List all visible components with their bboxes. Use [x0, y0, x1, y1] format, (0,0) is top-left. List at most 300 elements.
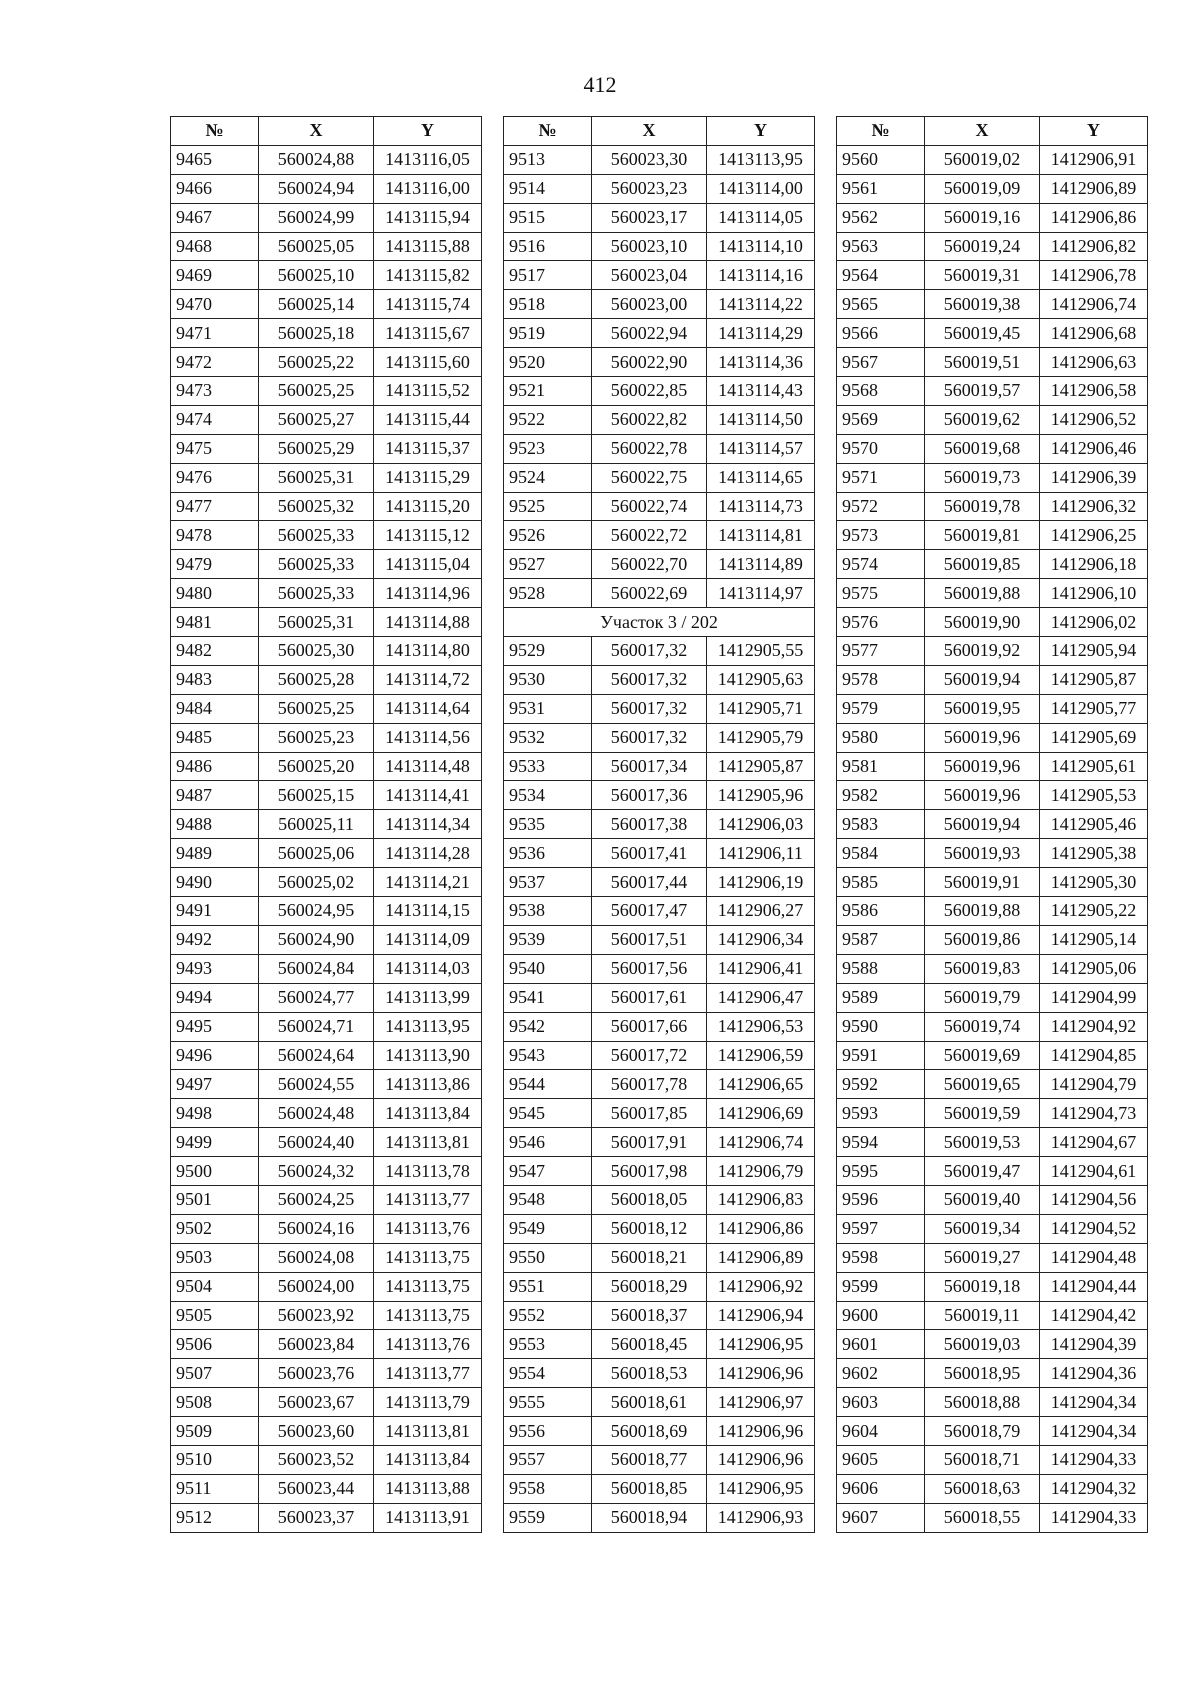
y-coordinate-cell: 1412906,96 — [707, 1359, 815, 1388]
point-number-cell: 9493 — [171, 954, 259, 983]
x-coordinate-cell: 560024,00 — [259, 1272, 374, 1301]
x-coordinate-cell: 560024,64 — [259, 1041, 374, 1070]
y-coordinate-cell: 1412906,82 — [1040, 232, 1148, 261]
x-coordinate-cell: 560023,37 — [259, 1503, 374, 1532]
table-row — [504, 897, 815, 926]
x-coordinate-cell: 560024,84 — [259, 954, 374, 983]
table-row — [171, 897, 482, 926]
table-row — [504, 145, 815, 174]
x-coordinate-cell: 560017,61 — [592, 983, 707, 1012]
table-row — [837, 1417, 1148, 1446]
point-number-cell: 9542 — [504, 1012, 592, 1041]
table-row — [504, 261, 815, 290]
x-coordinate-cell: 560019,90 — [925, 608, 1040, 637]
y-coordinate-cell: 1412904,33 — [1040, 1503, 1148, 1532]
table-row — [837, 723, 1148, 752]
table-row — [504, 174, 815, 203]
x-coordinate-cell: 560017,44 — [592, 868, 707, 897]
y-coordinate-cell: 1412906,63 — [1040, 348, 1148, 377]
x-coordinate-cell: 560018,79 — [925, 1417, 1040, 1446]
x-coordinate-cell: 560019,34 — [925, 1214, 1040, 1243]
x-coordinate-cell: 560017,32 — [592, 723, 707, 752]
point-number-cell: 9483 — [171, 665, 259, 694]
y-coordinate-cell: 1413115,29 — [374, 463, 482, 492]
point-number-cell: 9561 — [837, 174, 925, 203]
y-coordinate-cell: 1412905,30 — [1040, 868, 1148, 897]
table-row — [837, 434, 1148, 463]
x-coordinate-cell: 560018,77 — [592, 1445, 707, 1474]
table-row — [171, 1388, 482, 1417]
point-number-cell: 9602 — [837, 1359, 925, 1388]
table-row — [171, 1503, 482, 1532]
point-number-cell: 9530 — [504, 665, 592, 694]
point-number-cell: 9565 — [837, 290, 925, 319]
y-coordinate-cell: 1412905,46 — [1040, 810, 1148, 839]
x-coordinate-cell: 560024,99 — [259, 203, 374, 232]
point-number-cell: 9499 — [171, 1128, 259, 1157]
y-coordinate-cell: 1413114,48 — [374, 752, 482, 781]
x-coordinate-cell: 560025,31 — [259, 463, 374, 492]
x-coordinate-cell: 560024,90 — [259, 925, 374, 954]
y-coordinate-cell: 1412904,99 — [1040, 983, 1148, 1012]
table-row — [171, 492, 482, 521]
x-coordinate-cell: 560019,94 — [925, 665, 1040, 694]
x-coordinate-cell: 560024,95 — [259, 897, 374, 926]
table-row — [504, 463, 815, 492]
table-row — [171, 434, 482, 463]
y-coordinate-cell: 1412905,96 — [707, 781, 815, 810]
y-coordinate-cell: 1413114,00 — [707, 174, 815, 203]
table-row — [837, 261, 1148, 290]
point-number-cell: 9563 — [837, 232, 925, 261]
y-coordinate-cell: 1412906,03 — [707, 810, 815, 839]
point-number-cell: 9586 — [837, 897, 925, 926]
coordinates-table-right — [836, 116, 1148, 1533]
table-row — [504, 1445, 815, 1474]
table-row — [837, 1214, 1148, 1243]
x-coordinate-cell: 560023,92 — [259, 1301, 374, 1330]
x-coordinate-cell: 560017,78 — [592, 1070, 707, 1099]
point-number-cell: 9509 — [171, 1417, 259, 1446]
x-coordinate-cell: 560019,68 — [925, 434, 1040, 463]
y-coordinate-cell: 1412904,79 — [1040, 1070, 1148, 1099]
point-number-cell: 9485 — [171, 723, 259, 752]
table-row — [171, 1301, 482, 1330]
table-row — [504, 1214, 815, 1243]
point-number-cell: 9566 — [837, 319, 925, 348]
table-row — [171, 377, 482, 406]
x-coordinate-cell: 560019,74 — [925, 1012, 1040, 1041]
x-coordinate-cell: 560018,12 — [592, 1214, 707, 1243]
point-number-cell: 9580 — [837, 723, 925, 752]
x-coordinate-cell: 560025,23 — [259, 723, 374, 752]
table-row — [171, 348, 482, 377]
point-number-cell: 9486 — [171, 752, 259, 781]
x-coordinate-cell: 560025,02 — [259, 868, 374, 897]
point-number-cell: 9503 — [171, 1243, 259, 1272]
point-number-cell: 9569 — [837, 405, 925, 434]
y-coordinate-cell: 1412905,06 — [1040, 954, 1148, 983]
x-coordinate-cell: 560022,94 — [592, 319, 707, 348]
point-number-cell: 9589 — [837, 983, 925, 1012]
point-number-cell: 9529 — [504, 637, 592, 666]
x-coordinate-cell: 560019,88 — [925, 897, 1040, 926]
x-coordinate-cell: 560017,85 — [592, 1099, 707, 1128]
table-row — [837, 810, 1148, 839]
point-number-cell: 9577 — [837, 637, 925, 666]
point-number-cell: 9585 — [837, 868, 925, 897]
table-row — [171, 319, 482, 348]
table-row — [171, 781, 482, 810]
x-coordinate-cell: 560018,95 — [925, 1359, 1040, 1388]
point-number-cell: 9545 — [504, 1099, 592, 1128]
y-coordinate-cell: 1412906,93 — [707, 1503, 815, 1532]
x-coordinate-cell: 560017,41 — [592, 839, 707, 868]
x-coordinate-cell: 560018,55 — [925, 1503, 1040, 1532]
table-row — [504, 1243, 815, 1272]
y-coordinate-cell: 1413114,56 — [374, 723, 482, 752]
point-number-cell: 9536 — [504, 839, 592, 868]
x-coordinate-cell: 560018,94 — [592, 1503, 707, 1532]
x-coordinate-cell: 560023,17 — [592, 203, 707, 232]
point-number-cell: 9514 — [504, 174, 592, 203]
point-number-cell: 9519 — [504, 319, 592, 348]
x-coordinate-cell: 560019,96 — [925, 752, 1040, 781]
point-number-cell: 9505 — [171, 1301, 259, 1330]
y-coordinate-cell: 1413114,34 — [374, 810, 482, 839]
x-coordinate-cell: 560019,53 — [925, 1128, 1040, 1157]
x-coordinate-cell: 560019,93 — [925, 839, 1040, 868]
header-x: X — [259, 117, 374, 146]
y-coordinate-cell: 1412906,78 — [1040, 261, 1148, 290]
y-coordinate-cell: 1412906,27 — [707, 897, 815, 926]
point-number-cell: 9535 — [504, 810, 592, 839]
table-row — [504, 1070, 815, 1099]
point-number-cell: 9520 — [504, 348, 592, 377]
x-coordinate-cell: 560017,32 — [592, 665, 707, 694]
point-number-cell: 9554 — [504, 1359, 592, 1388]
x-coordinate-cell: 560019,59 — [925, 1099, 1040, 1128]
x-coordinate-cell: 560017,56 — [592, 954, 707, 983]
point-number-cell: 9564 — [837, 261, 925, 290]
header-number: № — [837, 117, 925, 146]
x-coordinate-cell: 560019,27 — [925, 1243, 1040, 1272]
x-coordinate-cell: 560018,05 — [592, 1185, 707, 1214]
x-coordinate-cell: 560023,67 — [259, 1388, 374, 1417]
point-number-cell: 9568 — [837, 377, 925, 406]
point-number-cell: 9556 — [504, 1417, 592, 1446]
table-row — [837, 954, 1148, 983]
x-coordinate-cell: 560025,30 — [259, 637, 374, 666]
y-coordinate-cell: 1412906,89 — [707, 1243, 815, 1272]
table-row — [504, 925, 815, 954]
y-coordinate-cell: 1412906,18 — [1040, 550, 1148, 579]
y-coordinate-cell: 1412904,34 — [1040, 1388, 1148, 1417]
point-number-cell: 9578 — [837, 665, 925, 694]
point-number-cell: 9491 — [171, 897, 259, 926]
y-coordinate-cell: 1413113,91 — [374, 1503, 482, 1532]
point-number-cell: 9543 — [504, 1041, 592, 1070]
x-coordinate-cell: 560025,18 — [259, 319, 374, 348]
x-coordinate-cell: 560025,28 — [259, 665, 374, 694]
table-row — [504, 810, 815, 839]
point-number-cell: 9599 — [837, 1272, 925, 1301]
x-coordinate-cell: 560024,94 — [259, 174, 374, 203]
x-coordinate-cell: 560025,05 — [259, 232, 374, 261]
table-row — [504, 1359, 815, 1388]
x-coordinate-cell: 560019,24 — [925, 232, 1040, 261]
point-number-cell: 9468 — [171, 232, 259, 261]
point-number-cell: 9510 — [171, 1445, 259, 1474]
table-row — [837, 463, 1148, 492]
point-number-cell: 9513 — [504, 145, 592, 174]
y-coordinate-cell: 1412905,22 — [1040, 897, 1148, 926]
x-coordinate-cell: 560022,69 — [592, 579, 707, 608]
x-coordinate-cell: 560022,70 — [592, 550, 707, 579]
table-row — [171, 1243, 482, 1272]
point-number-cell: 9531 — [504, 694, 592, 723]
table-row — [837, 405, 1148, 434]
point-number-cell: 9601 — [837, 1330, 925, 1359]
y-coordinate-cell: 1412906,41 — [707, 954, 815, 983]
table-row — [171, 839, 482, 868]
table-row — [504, 1099, 815, 1128]
point-number-cell: 9558 — [504, 1474, 592, 1503]
x-coordinate-cell: 560019,96 — [925, 723, 1040, 752]
table-row — [171, 1185, 482, 1214]
x-coordinate-cell: 560022,72 — [592, 521, 707, 550]
point-number-cell: 9498 — [171, 1099, 259, 1128]
header-y: Y — [374, 117, 482, 146]
x-coordinate-cell: 560019,96 — [925, 781, 1040, 810]
x-coordinate-cell: 560019,11 — [925, 1301, 1040, 1330]
header-number: № — [171, 117, 259, 146]
point-number-cell: 9476 — [171, 463, 259, 492]
x-coordinate-cell: 560022,74 — [592, 492, 707, 521]
y-coordinate-cell: 1412904,36 — [1040, 1359, 1148, 1388]
y-coordinate-cell: 1412905,61 — [1040, 752, 1148, 781]
y-coordinate-cell: 1412904,39 — [1040, 1330, 1148, 1359]
y-coordinate-cell: 1413113,84 — [374, 1099, 482, 1128]
table-row — [504, 1301, 815, 1330]
y-coordinate-cell: 1412906,94 — [707, 1301, 815, 1330]
x-coordinate-cell: 560025,33 — [259, 579, 374, 608]
x-coordinate-cell: 560025,25 — [259, 694, 374, 723]
point-number-cell: 9515 — [504, 203, 592, 232]
point-number-cell: 9549 — [504, 1214, 592, 1243]
y-coordinate-cell: 1412905,87 — [1040, 665, 1148, 694]
x-coordinate-cell: 560022,85 — [592, 377, 707, 406]
table-row — [504, 377, 815, 406]
header-y: Y — [1040, 117, 1148, 146]
point-number-cell: 9552 — [504, 1301, 592, 1330]
point-number-cell: 9606 — [837, 1474, 925, 1503]
y-coordinate-cell: 1412906,47 — [707, 983, 815, 1012]
point-number-cell: 9502 — [171, 1214, 259, 1243]
x-coordinate-cell: 560018,69 — [592, 1417, 707, 1446]
table-row — [837, 521, 1148, 550]
point-number-cell: 9521 — [504, 377, 592, 406]
y-coordinate-cell: 1413114,09 — [374, 925, 482, 954]
x-coordinate-cell: 560019,88 — [925, 579, 1040, 608]
x-coordinate-cell: 560019,94 — [925, 810, 1040, 839]
y-coordinate-cell: 1413113,95 — [707, 145, 815, 174]
header-row — [504, 117, 815, 146]
y-coordinate-cell: 1413115,88 — [374, 232, 482, 261]
y-coordinate-cell: 1413113,75 — [374, 1272, 482, 1301]
table-row — [504, 1157, 815, 1186]
table-row — [504, 1185, 815, 1214]
y-coordinate-cell: 1413114,29 — [707, 319, 815, 348]
y-coordinate-cell: 1413115,04 — [374, 550, 482, 579]
table-row — [504, 348, 815, 377]
x-coordinate-cell: 560019,86 — [925, 925, 1040, 954]
table-row — [171, 174, 482, 203]
y-coordinate-cell: 1412905,14 — [1040, 925, 1148, 954]
x-coordinate-cell: 560025,20 — [259, 752, 374, 781]
y-coordinate-cell: 1412904,73 — [1040, 1099, 1148, 1128]
table-row — [837, 983, 1148, 1012]
y-coordinate-cell: 1412906,74 — [1040, 290, 1148, 319]
x-coordinate-cell: 560017,72 — [592, 1041, 707, 1070]
x-coordinate-cell: 560018,37 — [592, 1301, 707, 1330]
x-coordinate-cell: 560017,66 — [592, 1012, 707, 1041]
y-coordinate-cell: 1413113,86 — [374, 1070, 482, 1099]
y-coordinate-cell: 1413114,97 — [707, 579, 815, 608]
table-row — [504, 781, 815, 810]
table-row — [171, 463, 482, 492]
x-coordinate-cell: 560023,52 — [259, 1445, 374, 1474]
table-row — [504, 954, 815, 983]
point-number-cell: 9494 — [171, 983, 259, 1012]
y-coordinate-cell: 1413114,22 — [707, 290, 815, 319]
x-coordinate-cell: 560023,76 — [259, 1359, 374, 1388]
x-coordinate-cell: 560024,16 — [259, 1214, 374, 1243]
point-number-cell: 9547 — [504, 1157, 592, 1186]
table-row — [837, 377, 1148, 406]
y-coordinate-cell: 1412904,42 — [1040, 1301, 1148, 1330]
point-number-cell: 9541 — [504, 983, 592, 1012]
x-coordinate-cell: 560025,25 — [259, 377, 374, 406]
y-coordinate-cell: 1413113,81 — [374, 1417, 482, 1446]
y-coordinate-cell: 1412906,96 — [707, 1417, 815, 1446]
y-coordinate-cell: 1413114,10 — [707, 232, 815, 261]
point-number-cell: 9489 — [171, 839, 259, 868]
y-coordinate-cell: 1412905,94 — [1040, 637, 1148, 666]
x-coordinate-cell: 560022,82 — [592, 405, 707, 434]
x-coordinate-cell: 560024,48 — [259, 1099, 374, 1128]
y-coordinate-cell: 1413113,75 — [374, 1243, 482, 1272]
x-coordinate-cell: 560018,88 — [925, 1388, 1040, 1417]
table-row — [837, 1157, 1148, 1186]
table-row — [504, 694, 815, 723]
x-coordinate-cell: 560017,47 — [592, 897, 707, 926]
table-row — [504, 723, 815, 752]
y-coordinate-cell: 1413114,57 — [707, 434, 815, 463]
y-coordinate-cell: 1413114,15 — [374, 897, 482, 926]
x-coordinate-cell: 560024,77 — [259, 983, 374, 1012]
point-number-cell: 9469 — [171, 261, 259, 290]
x-coordinate-cell: 560024,88 — [259, 145, 374, 174]
y-coordinate-cell: 1413114,41 — [374, 781, 482, 810]
point-number-cell: 9534 — [504, 781, 592, 810]
y-coordinate-cell: 1412906,10 — [1040, 579, 1148, 608]
point-number-cell: 9500 — [171, 1157, 259, 1186]
x-coordinate-cell: 560019,57 — [925, 377, 1040, 406]
point-number-cell: 9512 — [171, 1503, 259, 1532]
point-number-cell: 9511 — [171, 1474, 259, 1503]
point-number-cell: 9571 — [837, 463, 925, 492]
table-row — [171, 1474, 482, 1503]
x-coordinate-cell: 560019,78 — [925, 492, 1040, 521]
x-coordinate-cell: 560018,53 — [592, 1359, 707, 1388]
point-number-cell: 9497 — [171, 1070, 259, 1099]
point-number-cell: 9594 — [837, 1128, 925, 1157]
x-coordinate-cell: 560017,38 — [592, 810, 707, 839]
table-row — [504, 232, 815, 261]
table-row — [504, 637, 815, 666]
table-row — [837, 1388, 1148, 1417]
x-coordinate-cell: 560019,65 — [925, 1070, 1040, 1099]
table-row — [837, 1185, 1148, 1214]
point-number-cell: 9576 — [837, 608, 925, 637]
point-number-cell: 9574 — [837, 550, 925, 579]
table-row — [171, 694, 482, 723]
point-number-cell: 9470 — [171, 290, 259, 319]
table-row — [837, 925, 1148, 954]
x-coordinate-cell: 560025,15 — [259, 781, 374, 810]
table-row — [837, 1243, 1148, 1272]
y-coordinate-cell: 1413115,52 — [374, 377, 482, 406]
y-coordinate-cell: 1412906,52 — [1040, 405, 1148, 434]
table-row — [171, 1157, 482, 1186]
point-number-cell: 9492 — [171, 925, 259, 954]
point-number-cell: 9465 — [171, 145, 259, 174]
x-coordinate-cell: 560023,60 — [259, 1417, 374, 1446]
point-number-cell: 9538 — [504, 897, 592, 926]
y-coordinate-cell: 1412906,02 — [1040, 608, 1148, 637]
x-coordinate-cell: 560024,55 — [259, 1070, 374, 1099]
table-row — [837, 839, 1148, 868]
y-coordinate-cell: 1412906,74 — [707, 1128, 815, 1157]
point-number-cell: 9495 — [171, 1012, 259, 1041]
x-coordinate-cell: 560022,78 — [592, 434, 707, 463]
header-row — [171, 117, 482, 146]
point-number-cell: 9548 — [504, 1185, 592, 1214]
y-coordinate-cell: 1412904,85 — [1040, 1041, 1148, 1070]
point-number-cell: 9537 — [504, 868, 592, 897]
table-row — [171, 1070, 482, 1099]
point-number-cell: 9539 — [504, 925, 592, 954]
y-coordinate-cell: 1413116,00 — [374, 174, 482, 203]
point-number-cell: 9478 — [171, 521, 259, 550]
table-row — [171, 1128, 482, 1157]
x-coordinate-cell: 560024,08 — [259, 1243, 374, 1272]
coordinates-table-middle — [503, 116, 815, 1533]
table-row — [504, 521, 815, 550]
table-row — [837, 348, 1148, 377]
y-coordinate-cell: 1412905,79 — [707, 723, 815, 752]
point-number-cell: 9533 — [504, 752, 592, 781]
table-row — [837, 550, 1148, 579]
point-number-cell: 9567 — [837, 348, 925, 377]
point-number-cell: 9579 — [837, 694, 925, 723]
y-coordinate-cell: 1412906,32 — [1040, 492, 1148, 521]
x-coordinate-cell: 560019,47 — [925, 1157, 1040, 1186]
point-number-cell: 9518 — [504, 290, 592, 319]
y-coordinate-cell: 1412905,77 — [1040, 694, 1148, 723]
table-row — [171, 752, 482, 781]
